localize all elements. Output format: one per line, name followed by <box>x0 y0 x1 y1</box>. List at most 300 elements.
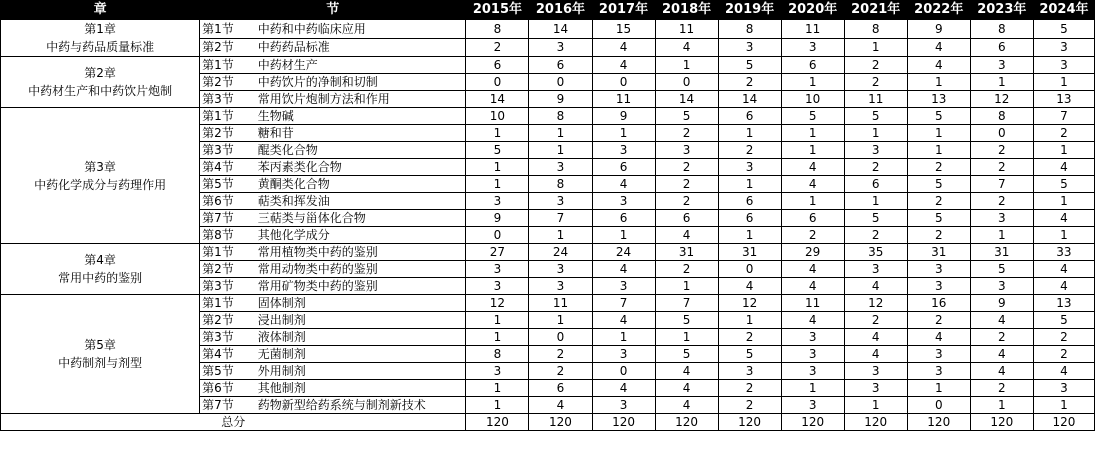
score-cell: 8 <box>970 20 1033 39</box>
section-name: 萜类和挥发油 <box>252 193 466 210</box>
header-year: 2024年 <box>1033 1 1094 20</box>
score-cell: 0 <box>466 227 529 244</box>
section-number: 第6节 <box>200 193 252 210</box>
score-cell: 5 <box>718 346 781 363</box>
header-year: 2018年 <box>655 1 718 20</box>
score-cell: 3 <box>466 261 529 278</box>
score-cell: 5 <box>907 108 970 125</box>
score-cell: 2 <box>970 329 1033 346</box>
table-row <box>1 295 1095 312</box>
header-year: 2015年 <box>466 1 529 20</box>
score-cell: 8 <box>718 20 781 39</box>
section-number: 第4节 <box>200 346 252 363</box>
chapter-name: 中药材生产和中药饮片炮制 <box>28 84 173 98</box>
score-cell: 4 <box>592 57 655 74</box>
score-cell: 3 <box>844 363 907 380</box>
score-cell: 12 <box>844 295 907 312</box>
score-cell: 2 <box>1033 346 1094 363</box>
score-cell: 7 <box>970 176 1033 193</box>
score-cell: 2 <box>907 312 970 329</box>
score-cell: 4 <box>592 312 655 329</box>
score-cell: 14 <box>466 91 529 108</box>
total-label: 总分 <box>1 414 466 431</box>
total-cell: 120 <box>529 414 592 431</box>
chapter-cell <box>1 108 200 244</box>
section-name: 无菌制剂 <box>252 346 466 363</box>
section-number: 第2节 <box>200 261 252 278</box>
score-cell: 35 <box>844 244 907 261</box>
score-cell: 0 <box>718 261 781 278</box>
score-cell: 4 <box>1033 159 1094 176</box>
section-number: 第3节 <box>200 278 252 295</box>
score-cell: 3 <box>592 193 655 210</box>
score-cell: 3 <box>592 397 655 414</box>
score-cell: 4 <box>718 278 781 295</box>
score-cell: 4 <box>592 38 655 57</box>
score-cell: 7 <box>1033 108 1094 125</box>
score-cell: 12 <box>970 91 1033 108</box>
score-cell: 4 <box>655 397 718 414</box>
total-cell: 120 <box>466 414 529 431</box>
section-number: 第3节 <box>200 329 252 346</box>
header-chapter: 章 <box>1 1 200 20</box>
score-cell: 1 <box>592 329 655 346</box>
score-cell: 1 <box>466 176 529 193</box>
header-year: 2020年 <box>781 1 844 20</box>
score-cell: 3 <box>592 346 655 363</box>
score-cell: 14 <box>718 91 781 108</box>
score-cell: 5 <box>1033 20 1094 39</box>
score-cell: 2 <box>529 346 592 363</box>
score-cell: 2 <box>718 74 781 91</box>
chapter-name: 中药制剂与剂型 <box>58 356 143 370</box>
score-cell: 4 <box>655 380 718 397</box>
score-cell: 5 <box>718 57 781 74</box>
score-cell: 0 <box>655 74 718 91</box>
score-cell: 3 <box>466 278 529 295</box>
score-cell: 1 <box>718 125 781 142</box>
score-cell: 4 <box>592 380 655 397</box>
section-name: 液体制剂 <box>252 329 466 346</box>
score-cell: 8 <box>529 108 592 125</box>
score-cell: 8 <box>970 108 1033 125</box>
score-cell: 6 <box>718 108 781 125</box>
score-cell: 1 <box>466 397 529 414</box>
score-cell: 9 <box>907 20 970 39</box>
score-cell: 4 <box>529 397 592 414</box>
score-cell: 1 <box>970 74 1033 91</box>
score-cell: 4 <box>1033 278 1094 295</box>
score-cell: 11 <box>781 20 844 39</box>
score-cell: 4 <box>781 312 844 329</box>
score-cell: 1 <box>907 74 970 91</box>
score-cell: 3 <box>781 363 844 380</box>
score-cell: 5 <box>655 108 718 125</box>
score-cell: 1 <box>466 159 529 176</box>
score-cell: 9 <box>592 108 655 125</box>
score-cell: 2 <box>844 227 907 244</box>
score-cell: 2 <box>655 261 718 278</box>
score-cell: 3 <box>1033 380 1094 397</box>
score-cell: 1 <box>970 397 1033 414</box>
header-section: 节 <box>200 1 466 20</box>
score-cell: 6 <box>844 176 907 193</box>
score-cell: 3 <box>718 38 781 57</box>
score-cell: 2 <box>970 193 1033 210</box>
score-cell: 1 <box>718 227 781 244</box>
score-cell: 1 <box>466 125 529 142</box>
score-cell: 1 <box>655 329 718 346</box>
score-cell: 6 <box>781 57 844 74</box>
score-cell: 24 <box>529 244 592 261</box>
section-number: 第1节 <box>200 20 252 39</box>
section-number: 第2节 <box>200 312 252 329</box>
score-cell: 4 <box>655 38 718 57</box>
score-cell: 3 <box>529 159 592 176</box>
score-cell: 3 <box>1033 38 1094 57</box>
score-cell: 6 <box>466 57 529 74</box>
score-cell: 11 <box>844 91 907 108</box>
score-cell: 2 <box>718 397 781 414</box>
score-cell: 4 <box>907 38 970 57</box>
score-cell: 9 <box>970 295 1033 312</box>
score-cell: 5 <box>1033 176 1094 193</box>
score-cell: 12 <box>466 295 529 312</box>
score-cell: 3 <box>529 38 592 57</box>
score-cell: 6 <box>718 210 781 227</box>
score-cell: 1 <box>466 312 529 329</box>
score-cell: 1 <box>781 125 844 142</box>
total-cell: 120 <box>655 414 718 431</box>
score-cell: 1 <box>1033 74 1094 91</box>
section-name: 外用制剂 <box>252 363 466 380</box>
score-cell: 3 <box>529 278 592 295</box>
score-cell: 3 <box>844 380 907 397</box>
section-number: 第7节 <box>200 210 252 227</box>
score-cell: 13 <box>907 91 970 108</box>
score-cell: 3 <box>844 261 907 278</box>
score-cell: 0 <box>529 74 592 91</box>
score-cell: 5 <box>907 176 970 193</box>
score-cell: 24 <box>592 244 655 261</box>
score-cell: 0 <box>970 125 1033 142</box>
score-cell: 2 <box>655 159 718 176</box>
score-cell: 1 <box>781 74 844 91</box>
score-cell: 1 <box>1033 227 1094 244</box>
score-cell: 1 <box>529 312 592 329</box>
score-cell: 1 <box>655 278 718 295</box>
score-cell: 5 <box>781 108 844 125</box>
section-name: 三萜类与甾体化合物 <box>252 210 466 227</box>
score-cell: 4 <box>970 363 1033 380</box>
score-cell: 6 <box>718 193 781 210</box>
score-cell: 1 <box>592 227 655 244</box>
section-number: 第3节 <box>200 142 252 159</box>
chapter-name: 中药化学成分与药理作用 <box>34 177 167 192</box>
score-cell: 3 <box>781 38 844 57</box>
section-name: 常用饮片炮制方法和作用 <box>252 91 466 108</box>
score-cell: 0 <box>907 397 970 414</box>
header-year: 2017年 <box>592 1 655 20</box>
score-cell: 5 <box>655 346 718 363</box>
score-cell: 10 <box>466 108 529 125</box>
score-cell: 3 <box>466 193 529 210</box>
score-cell: 2 <box>655 125 718 142</box>
section-name: 醌类化合物 <box>252 142 466 159</box>
score-cell: 9 <box>529 91 592 108</box>
score-cell: 4 <box>970 346 1033 363</box>
score-cell: 2 <box>655 176 718 193</box>
total-cell: 120 <box>1033 414 1094 431</box>
score-cell: 2 <box>970 159 1033 176</box>
score-cell: 4 <box>592 261 655 278</box>
score-cell: 8 <box>529 176 592 193</box>
score-cell: 3 <box>592 142 655 159</box>
section-name: 中药药品标准 <box>252 38 466 57</box>
score-cell: 8 <box>466 346 529 363</box>
chapter-number: 第5章 <box>84 338 116 352</box>
section-number: 第3节 <box>200 91 252 108</box>
score-cell: 2 <box>907 159 970 176</box>
score-cell: 1 <box>466 380 529 397</box>
score-cell: 13 <box>1033 91 1094 108</box>
score-cell: 1 <box>844 125 907 142</box>
score-cell: 7 <box>592 295 655 312</box>
score-cell: 12 <box>718 295 781 312</box>
score-cell: 3 <box>529 193 592 210</box>
score-cell: 5 <box>655 312 718 329</box>
score-cell: 3 <box>592 278 655 295</box>
chapter-name: 常用中药的鉴别 <box>58 271 143 285</box>
chapter-number: 第2章 <box>84 66 116 80</box>
section-number: 第5节 <box>200 176 252 193</box>
score-cell: 3 <box>529 261 592 278</box>
section-number: 第1节 <box>200 295 252 312</box>
score-cell: 4 <box>970 312 1033 329</box>
score-cell: 3 <box>970 210 1033 227</box>
score-cell: 1 <box>844 38 907 57</box>
score-cell: 2 <box>529 363 592 380</box>
score-cell: 4 <box>1033 261 1094 278</box>
score-cell: 3 <box>781 397 844 414</box>
score-cell: 1 <box>1033 142 1094 159</box>
score-cell: 4 <box>781 278 844 295</box>
score-cell: 4 <box>655 363 718 380</box>
score-cell: 4 <box>781 261 844 278</box>
section-number: 第4节 <box>200 159 252 176</box>
total-row <box>1 414 1095 431</box>
score-cell: 7 <box>655 295 718 312</box>
score-cell: 2 <box>907 193 970 210</box>
score-cell: 4 <box>844 278 907 295</box>
score-cell: 1 <box>907 380 970 397</box>
total-cell: 120 <box>970 414 1033 431</box>
chapter-number: 第3章 <box>84 159 116 174</box>
section-number: 第7节 <box>200 397 252 414</box>
chapter-number: 第1章 <box>84 22 116 36</box>
section-name: 药物新型给药系统与制剂新技术 <box>252 397 466 414</box>
score-cell: 0 <box>592 363 655 380</box>
score-cell: 6 <box>655 210 718 227</box>
total-cell: 120 <box>592 414 655 431</box>
score-cell: 16 <box>907 295 970 312</box>
score-cell: 0 <box>466 74 529 91</box>
section-name: 黄酮类化合物 <box>252 176 466 193</box>
score-cell: 5 <box>907 210 970 227</box>
score-cell: 2 <box>718 329 781 346</box>
score-cell: 1 <box>781 142 844 159</box>
table-row <box>1 57 1095 74</box>
score-cell: 2 <box>844 159 907 176</box>
total-cell: 120 <box>844 414 907 431</box>
score-cell: 2 <box>466 38 529 57</box>
score-cell: 13 <box>1033 295 1094 312</box>
score-cell: 3 <box>781 329 844 346</box>
section-name: 其他制剂 <box>252 380 466 397</box>
score-cell: 2 <box>970 142 1033 159</box>
section-name: 常用植物类中药的鉴别 <box>252 244 466 261</box>
score-cell: 11 <box>529 295 592 312</box>
chapter-cell <box>1 244 200 295</box>
score-cell: 2 <box>907 227 970 244</box>
score-cell: 14 <box>655 91 718 108</box>
score-cell: 2 <box>844 74 907 91</box>
section-number: 第8节 <box>200 227 252 244</box>
score-cell: 1 <box>655 57 718 74</box>
score-cell: 7 <box>529 210 592 227</box>
section-number: 第2节 <box>200 125 252 142</box>
score-cell: 1 <box>466 329 529 346</box>
section-name: 固体制剂 <box>252 295 466 312</box>
score-cell: 3 <box>781 346 844 363</box>
section-number: 第2节 <box>200 38 252 57</box>
total-cell: 120 <box>907 414 970 431</box>
score-cell: 3 <box>970 278 1033 295</box>
score-cell: 4 <box>1033 210 1094 227</box>
score-cell: 2 <box>844 312 907 329</box>
score-cell: 1 <box>781 380 844 397</box>
score-cell: 1 <box>844 193 907 210</box>
table-row <box>1 244 1095 261</box>
score-cell: 1 <box>907 125 970 142</box>
score-cell: 27 <box>466 244 529 261</box>
chapter-cell <box>1 295 200 414</box>
score-cell: 11 <box>781 295 844 312</box>
score-cell: 14 <box>529 20 592 39</box>
score-cell: 6 <box>592 210 655 227</box>
score-cell: 8 <box>466 20 529 39</box>
score-cell: 3 <box>844 142 907 159</box>
section-name: 糖和苷 <box>252 125 466 142</box>
score-cell: 4 <box>592 176 655 193</box>
header-year: 2016年 <box>529 1 592 20</box>
section-name: 浸出制剂 <box>252 312 466 329</box>
score-cell: 10 <box>781 91 844 108</box>
chapter-number: 第4章 <box>84 253 116 267</box>
section-name: 其他化学成分 <box>252 227 466 244</box>
table-row <box>1 20 1095 39</box>
score-cell: 2 <box>718 380 781 397</box>
score-cell: 5 <box>466 142 529 159</box>
section-name: 中药和中药临床应用 <box>252 20 466 39</box>
section-number: 第1节 <box>200 57 252 74</box>
score-cell: 11 <box>655 20 718 39</box>
header-year: 2019年 <box>718 1 781 20</box>
score-cell: 1 <box>781 193 844 210</box>
score-cell: 6 <box>970 38 1033 57</box>
score-cell: 5 <box>844 108 907 125</box>
score-cell: 2 <box>781 227 844 244</box>
section-number: 第6节 <box>200 380 252 397</box>
score-cell: 1 <box>1033 193 1094 210</box>
score-cell: 5 <box>970 261 1033 278</box>
score-cell: 2 <box>718 142 781 159</box>
section-name: 中药材生产 <box>252 57 466 74</box>
header-row <box>1 1 1095 20</box>
section-name: 生物碱 <box>252 108 466 125</box>
section-number: 第1节 <box>200 244 252 261</box>
score-cell: 3 <box>907 346 970 363</box>
score-cell: 6 <box>529 57 592 74</box>
score-cell: 29 <box>781 244 844 261</box>
score-cell: 4 <box>844 346 907 363</box>
score-cell: 0 <box>592 74 655 91</box>
score-cell: 1 <box>718 176 781 193</box>
score-cell: 3 <box>907 261 970 278</box>
score-cell: 4 <box>907 329 970 346</box>
header-year: 2021年 <box>844 1 907 20</box>
table-row <box>1 108 1095 125</box>
score-cell: 4 <box>781 176 844 193</box>
score-cell: 1 <box>592 125 655 142</box>
score-cell: 1 <box>529 142 592 159</box>
score-cell: 4 <box>907 57 970 74</box>
score-cell: 31 <box>718 244 781 261</box>
score-cell: 3 <box>970 57 1033 74</box>
score-cell: 0 <box>529 329 592 346</box>
score-cell: 15 <box>592 20 655 39</box>
score-cell: 2 <box>1033 329 1094 346</box>
score-cell: 2 <box>1033 125 1094 142</box>
chapter-cell <box>1 57 200 108</box>
section-name: 苯丙素类化合物 <box>252 159 466 176</box>
score-cell: 1 <box>970 227 1033 244</box>
score-cell: 4 <box>655 227 718 244</box>
score-cell: 1 <box>529 227 592 244</box>
score-cell: 3 <box>466 363 529 380</box>
score-cell: 31 <box>907 244 970 261</box>
chapter-cell <box>1 20 200 57</box>
score-cell: 5 <box>844 210 907 227</box>
score-cell: 6 <box>529 380 592 397</box>
score-cell: 2 <box>655 193 718 210</box>
score-cell: 1 <box>529 125 592 142</box>
score-cell: 1 <box>907 142 970 159</box>
score-cell: 3 <box>907 278 970 295</box>
score-cell: 31 <box>655 244 718 261</box>
score-cell: 6 <box>592 159 655 176</box>
score-cell: 3 <box>1033 57 1094 74</box>
score-cell: 5 <box>1033 312 1094 329</box>
chapter-name: 中药与药品质量标准 <box>46 40 155 54</box>
section-name: 常用动物类中药的鉴别 <box>252 261 466 278</box>
score-cell: 31 <box>970 244 1033 261</box>
score-cell: 4 <box>1033 363 1094 380</box>
score-cell: 4 <box>844 329 907 346</box>
score-cell: 6 <box>781 210 844 227</box>
total-cell: 120 <box>781 414 844 431</box>
score-cell: 3 <box>655 142 718 159</box>
